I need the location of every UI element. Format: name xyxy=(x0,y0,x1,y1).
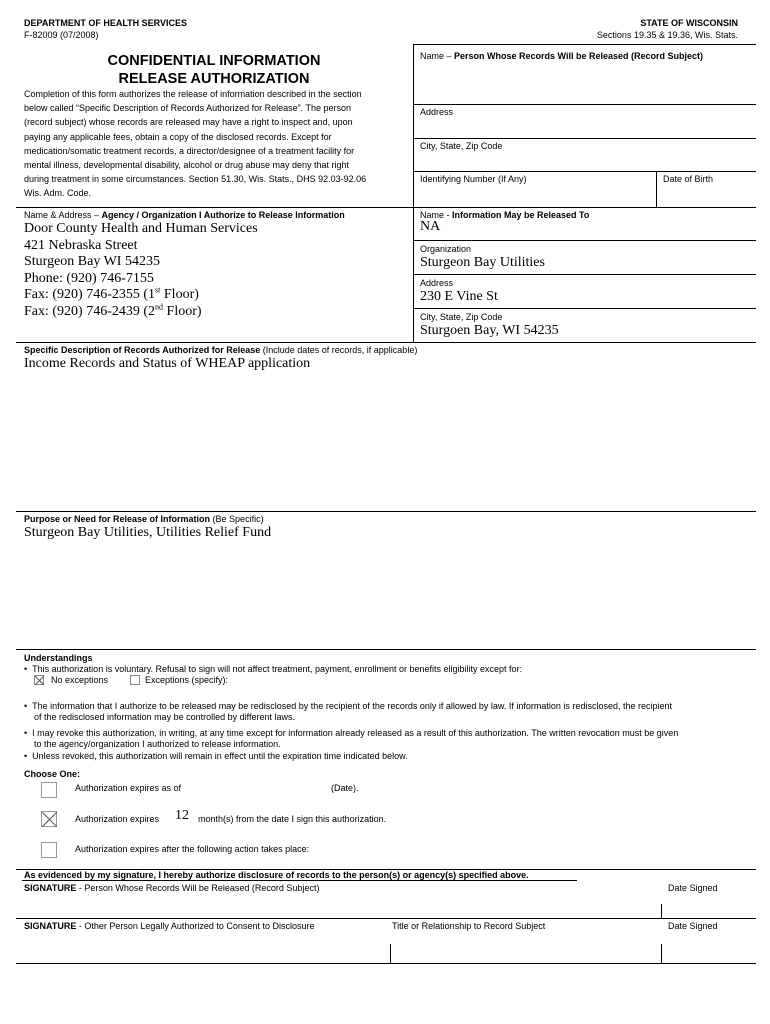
signature-other-label: SIGNATURE - Other Person Legally Authorized to Consent to Disclosure xyxy=(24,921,315,931)
subject-name-field[interactable] xyxy=(414,62,754,102)
subject-id-label: Identifying Number (If Any) xyxy=(420,174,527,184)
expires-months-value[interactable]: 12 xyxy=(175,808,189,823)
agency-fax-2: Fax: (920) 746-2439 (2nd Floor) xyxy=(24,301,202,319)
no-exceptions-label: No exceptions xyxy=(51,675,109,685)
date-signed-label: Date Signed xyxy=(668,883,718,893)
expires-action-checkbox[interactable] xyxy=(41,842,57,858)
form-title xyxy=(24,52,404,88)
subject-address-field[interactable] xyxy=(414,118,754,136)
expires-months-checkbox[interactable] xyxy=(41,811,57,827)
date-signed-field[interactable] xyxy=(663,895,755,917)
understandings-heading: Understandings xyxy=(24,653,93,663)
subject-name-label: Name – Person Whose Records Will be Released (Record Subject) xyxy=(420,51,703,61)
intro-line: mental illness, developmental disability, alcohol or drug abuse may deny that right xyxy=(24,160,350,171)
exceptions-checkbox[interactable] xyxy=(130,675,140,685)
expires-date-suffix: (Date). xyxy=(331,783,359,793)
x-mark-icon xyxy=(35,676,44,685)
title-line-2: RELEASE AUTHORIZATION xyxy=(118,71,310,87)
recipient-org-value[interactable]: Sturgeon Bay Utilities xyxy=(420,255,545,270)
subject-city-label: City, State, Zip Code xyxy=(420,141,503,151)
agency-fax-1: Fax: (920) 746-2355 (1st Floor) xyxy=(24,285,199,302)
recipient-city-value[interactable]: Sturgoen Bay, WI 54235 xyxy=(420,323,559,338)
subject-address-label: Address xyxy=(420,107,454,117)
recipient-name-label: Name - Information May be Released To xyxy=(420,210,590,220)
title-line-1: CONFIDENTIAL INFORMATION xyxy=(107,53,321,69)
intro-line: Completion of this form authorizes the release of information described in the section xyxy=(24,89,362,99)
state-name: STATE OF WISCONSIN xyxy=(640,18,738,28)
intro-line: during treatment in some circumstances. Section 51.30, Wis. Stats., DHS 92.03-92.06 xyxy=(24,174,367,185)
agency-info xyxy=(24,221,409,320)
agency-phone: Phone: (920) 746-7155 xyxy=(24,270,154,286)
no-exceptions-checkbox[interactable] xyxy=(34,675,44,685)
signature-subject-field[interactable] xyxy=(22,895,660,917)
choose-one-heading: Choose One: xyxy=(24,769,81,779)
exceptions-label: Exceptions (specify): xyxy=(145,675,229,685)
subject-city-field[interactable] xyxy=(414,152,754,170)
date-signed-2-label: Date Signed xyxy=(668,921,718,931)
purpose-value[interactable]: Sturgeon Bay Utilities, Utilities Relief Fund xyxy=(24,525,272,540)
date-signed-2-field[interactable] xyxy=(663,933,755,961)
records-value[interactable]: Income Records and Status of WHEAP application xyxy=(24,356,311,371)
records-label: Specific Description of Records Authorized for Release (Include dates of records, if applicable) xyxy=(24,345,418,355)
form-id: F-82009 (07/2008) xyxy=(24,30,99,40)
intro-line: (record subject) whose records are released may have a right to inspect and, upon xyxy=(24,117,353,128)
intro-paragraph xyxy=(24,87,414,201)
purpose-label: Purpose or Need for Release of Information (Be Specific) xyxy=(24,514,264,524)
bullet-voluntary: • This authorization is voluntary. Refusal to sign will not affect treatment, payment, enrollment or benefits eligibility except for: xyxy=(24,664,523,674)
intro-line: paying any applicable fees, obtain a copy of the disclosed records. Except for xyxy=(24,131,332,142)
title-relationship-label: Title or Relationship to Record Subject xyxy=(392,921,546,931)
agency-city: Sturgeon Bay WI 54235 xyxy=(24,254,160,269)
expires-months-prefix: Authorization expires xyxy=(75,814,160,824)
evidence-statement: As evidenced by my signature, I hereby authorize disclosure of records to the person(s) or agency(s) specified above. xyxy=(24,870,529,880)
subject-dob-label: Date of Birth xyxy=(663,174,714,184)
x-mark-icon xyxy=(42,812,57,827)
intro-line: Wis. Adm. Code. xyxy=(24,188,92,199)
intro-line: below called “Specific Description of Records Authorized for Release”. The person xyxy=(24,103,351,114)
agency-label: Name & Address – Agency / Organization I Authorize to Release Information xyxy=(24,210,345,220)
subject-dob-field[interactable] xyxy=(658,185,754,205)
bullet-revoke: • I may revoke this authorization, in writing, at any time except for information already released as a result of this authorization. The written revocation must be given to the agency/organization I authorized to release information. xyxy=(24,728,679,749)
signature-other-field[interactable] xyxy=(22,933,387,961)
bullet-redisclose: • The information that I authorize to be released may be redisclosed by the recipient of the records only if allowed by law. If information is redisclosed, the recipient of the redisclosed information may be controlled by different laws. xyxy=(24,701,672,722)
statutes: Sections 19.35 & 19.36, Wis. Stats. xyxy=(596,30,738,40)
recipient-address-label: Address xyxy=(420,278,454,288)
expires-action-label: Authorization expires after the following action takes place: xyxy=(75,844,310,854)
title-relationship-field[interactable] xyxy=(393,933,658,961)
expires-date-checkbox[interactable] xyxy=(41,782,57,798)
recipient-city-label: City, State, Zip Code xyxy=(420,312,503,322)
signature-subject-label: SIGNATURE - Person Whose Records Will be Released (Record Subject) xyxy=(24,883,320,893)
recipient-org-label: Organization xyxy=(420,244,472,254)
expires-months-suffix: month(s) from the date I sign this authorization. xyxy=(198,814,387,824)
intro-line: medication/somatic treatment records, a director/designee of a treatment facility for xyxy=(24,145,355,156)
agency-name: Door County Health and Human Services xyxy=(24,221,258,236)
subject-id-field[interactable] xyxy=(414,185,654,205)
bullet-unless-revoked: • Unless revoked, this authorization will remain in effect until the expiration time indicated below. xyxy=(24,751,408,761)
expires-date-label: Authorization expires as of xyxy=(75,783,182,793)
department-name: DEPARTMENT OF HEALTH SERVICES xyxy=(24,18,188,28)
recipient-name-value[interactable]: NA xyxy=(420,219,441,234)
recipient-address-value[interactable]: 230 E Vine St xyxy=(420,289,498,304)
agency-street: 421 Nebraska Street xyxy=(24,237,138,253)
